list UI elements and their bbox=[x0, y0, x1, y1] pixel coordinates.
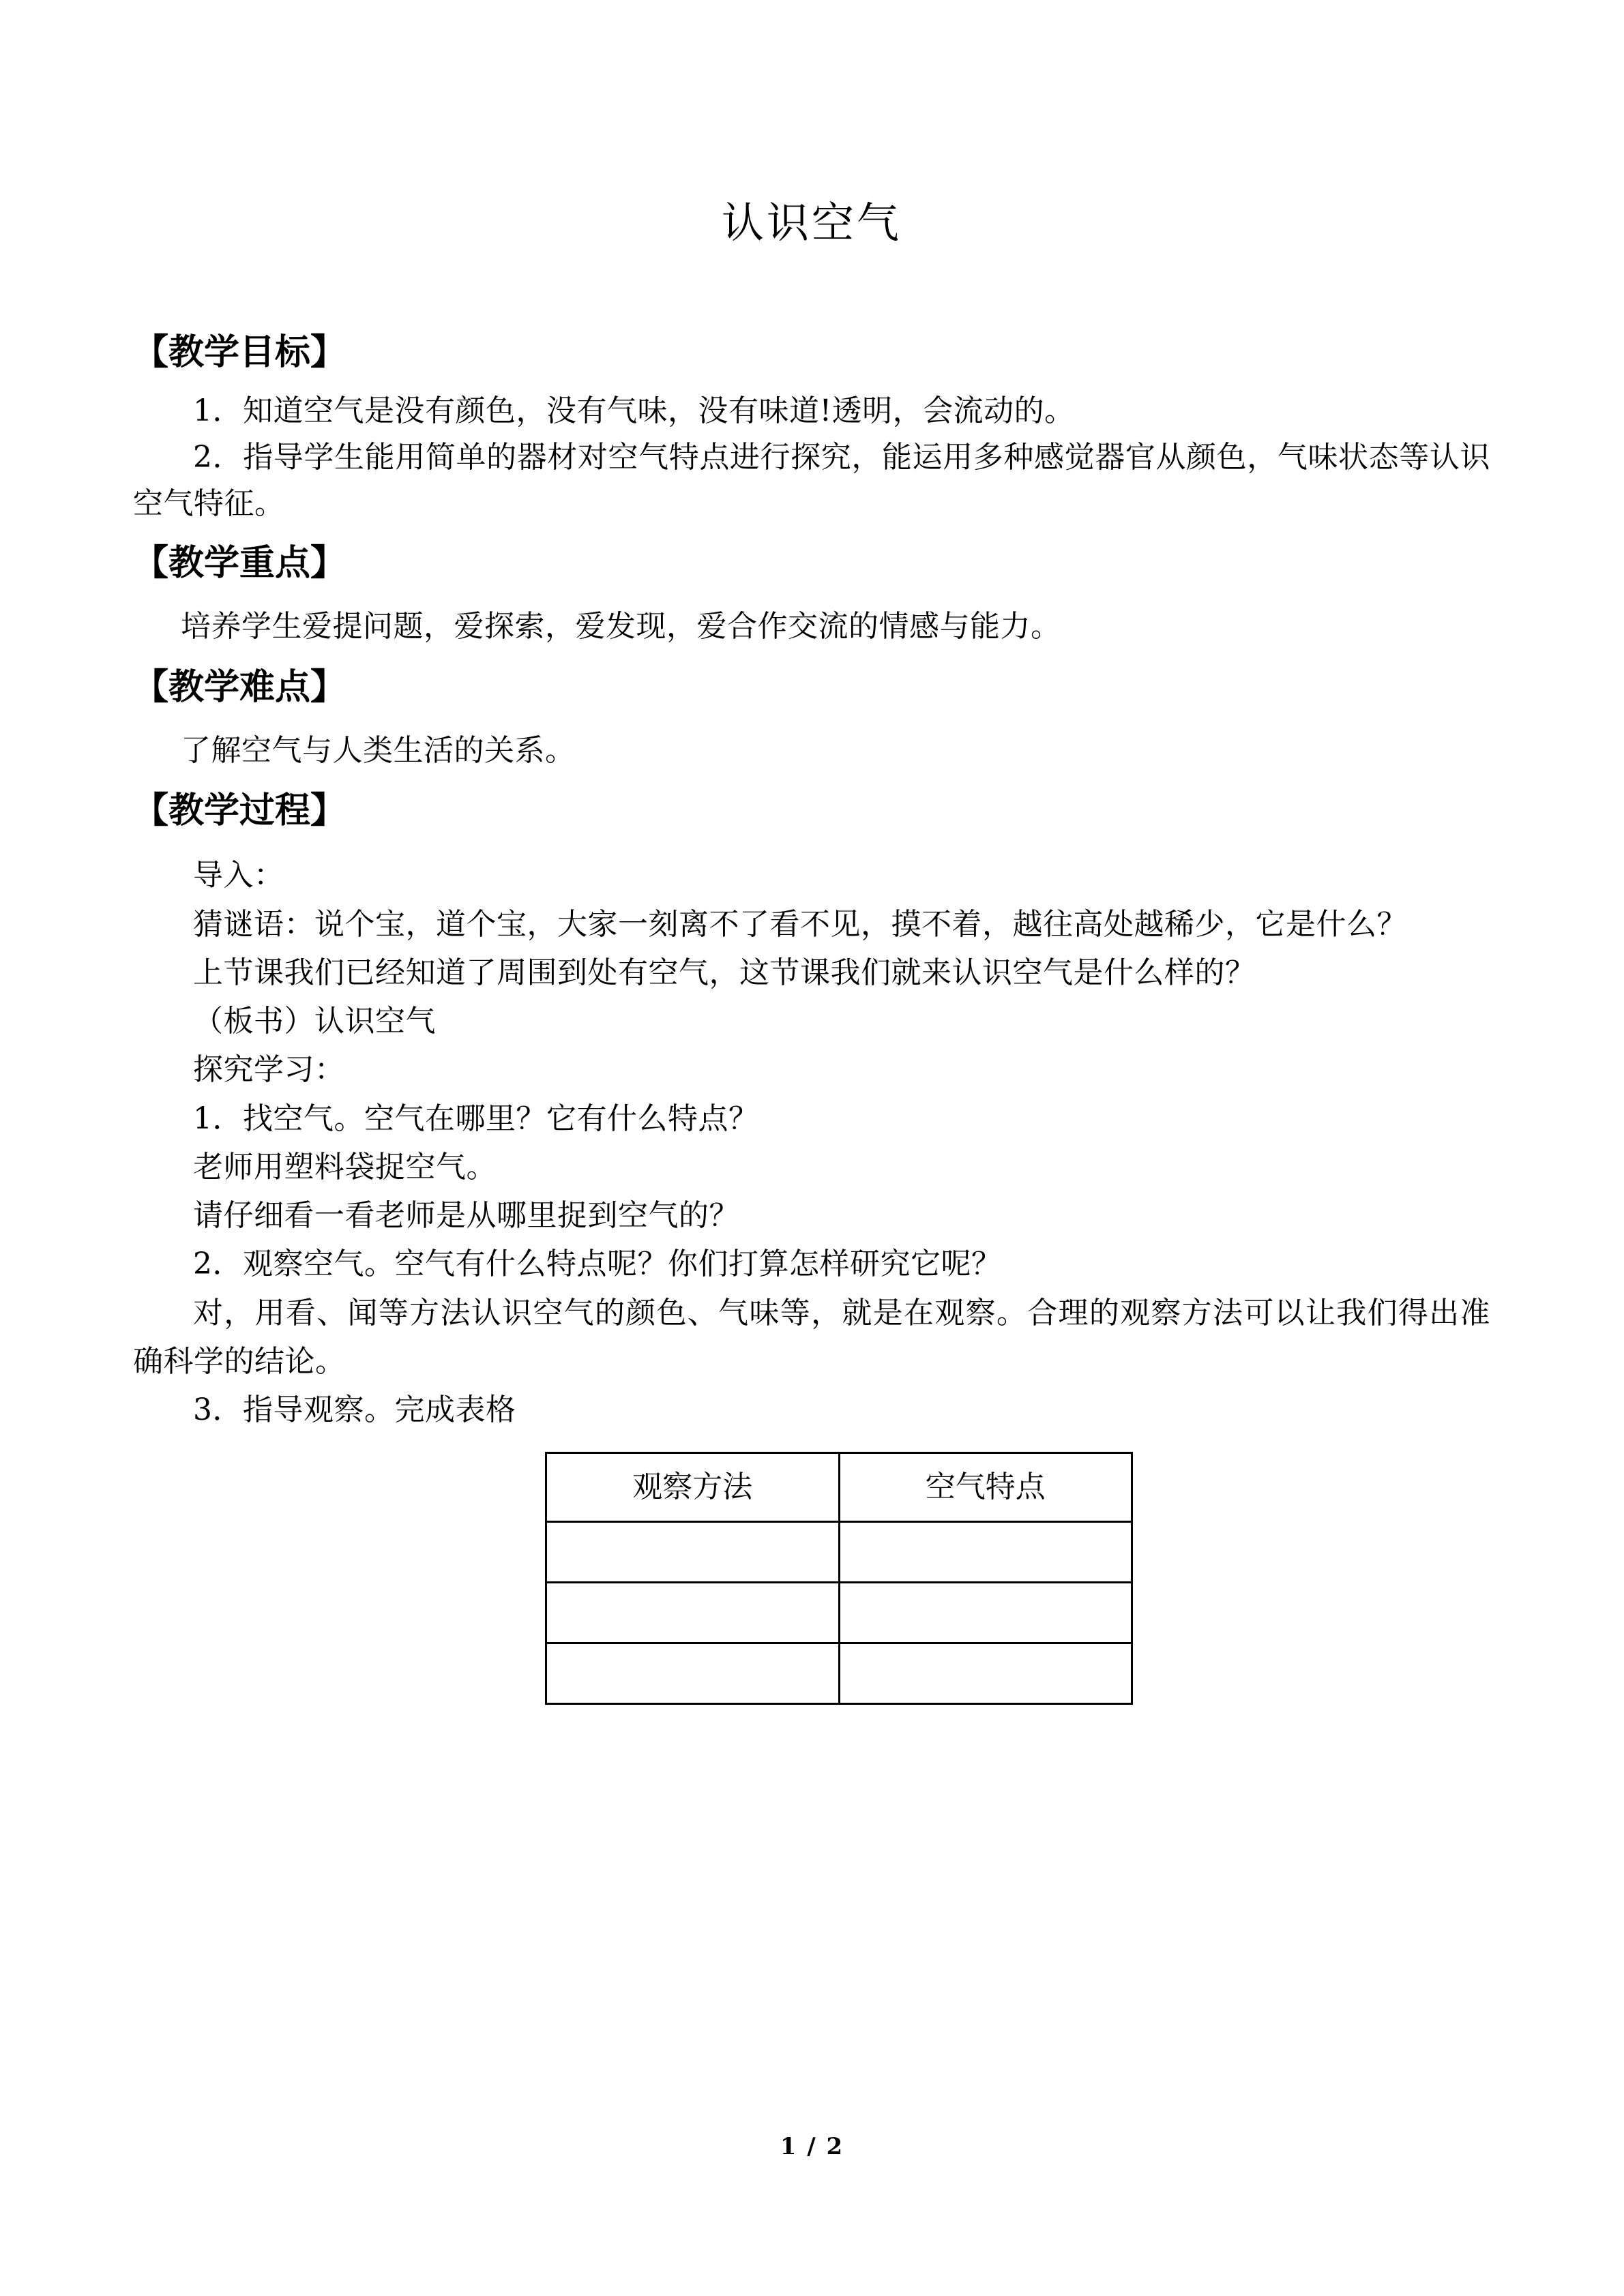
key-points-text: 培养学生爱提问题，爱探索，爱发现，爱合作交流的情感与能力。 bbox=[181, 609, 1061, 644]
table-header-row bbox=[546, 1453, 1132, 1522]
process-step-3: 3．指导观察。完成表格 bbox=[193, 1392, 516, 1428]
process-board-note: （板书）认识空气 bbox=[193, 1004, 436, 1039]
heading-teaching-key-points: 【教学重点】 bbox=[133, 543, 346, 584]
process-inquiry-label: 探究学习： bbox=[193, 1052, 345, 1088]
table-cell-method[interactable] bbox=[546, 1522, 840, 1583]
objective-item-1: 1．知道空气是没有颜色，没有气味，没有味道!透明，会流动的。 bbox=[193, 393, 1075, 428]
table-cell-feature[interactable] bbox=[839, 1522, 1132, 1583]
table-cell-method[interactable] bbox=[546, 1583, 840, 1643]
observation-table bbox=[545, 1452, 1133, 1705]
table-cell-feature[interactable] bbox=[839, 1583, 1132, 1643]
process-riddle: 猜谜语：说个宝，道个宝，大家一刻离不了看不见，摸不着，越往高处越稀少，它是什么？ bbox=[193, 906, 1407, 942]
page-footer: 1 / 2 bbox=[780, 2133, 844, 2160]
process-recap: 上节课我们已经知道了周围到处有空气，这节课我们就来认识空气是什么样的？ bbox=[193, 955, 1256, 990]
heading-teaching-process: 【教学过程】 bbox=[133, 790, 346, 832]
table-header-air-features: 空气特点 bbox=[839, 1453, 1132, 1522]
page-title: 认识空气 bbox=[721, 198, 902, 248]
observation-table-wrapper bbox=[133, 1452, 1490, 1705]
objective-item-2: 2．指导学生能用简单的器材对空气特点进行探究，能运用多种感觉器官从颜色，气味状态等认识空气特征。 bbox=[133, 439, 1490, 521]
teaching-objectives-body bbox=[133, 388, 1490, 528]
process-step-2: 2．观察空气。空气有什么特点呢？你们打算怎样研究它呢？ bbox=[193, 1247, 1002, 1282]
teaching-key-points-body bbox=[133, 602, 1490, 651]
process-step-2-note: 对，用看、闻等方法认识空气的颜色、气味等，就是在观察。合理的观察方法可以让我们得出准确科学的结论。 bbox=[133, 1295, 1490, 1379]
difficulties-text: 了解空气与人类生活的关系。 bbox=[181, 732, 576, 768]
process-step-1-note-2: 请仔细看一看老师是从哪里捉到空气的？ bbox=[193, 1198, 739, 1234]
process-lead-in-label: 导入： bbox=[193, 858, 284, 893]
process-step-1: 1．找空气。空气在哪里？它有什么特点？ bbox=[193, 1101, 759, 1136]
table-cell-feature[interactable] bbox=[839, 1643, 1132, 1704]
process-step-1-note-1: 老师用塑料袋捉空气。 bbox=[193, 1149, 497, 1184]
teaching-process-body bbox=[133, 851, 1490, 1434]
document-content bbox=[133, 0, 1490, 1705]
teaching-difficulties-body bbox=[133, 726, 1490, 775]
table-header-observation-method: 观察方法 bbox=[546, 1453, 840, 1522]
table-row bbox=[546, 1583, 1132, 1643]
table-row bbox=[546, 1643, 1132, 1704]
table-cell-method[interactable] bbox=[546, 1643, 840, 1704]
table-row bbox=[546, 1522, 1132, 1583]
heading-teaching-difficulties: 【教学难点】 bbox=[133, 666, 346, 708]
heading-teaching-objectives: 【教学目标】 bbox=[133, 332, 346, 374]
